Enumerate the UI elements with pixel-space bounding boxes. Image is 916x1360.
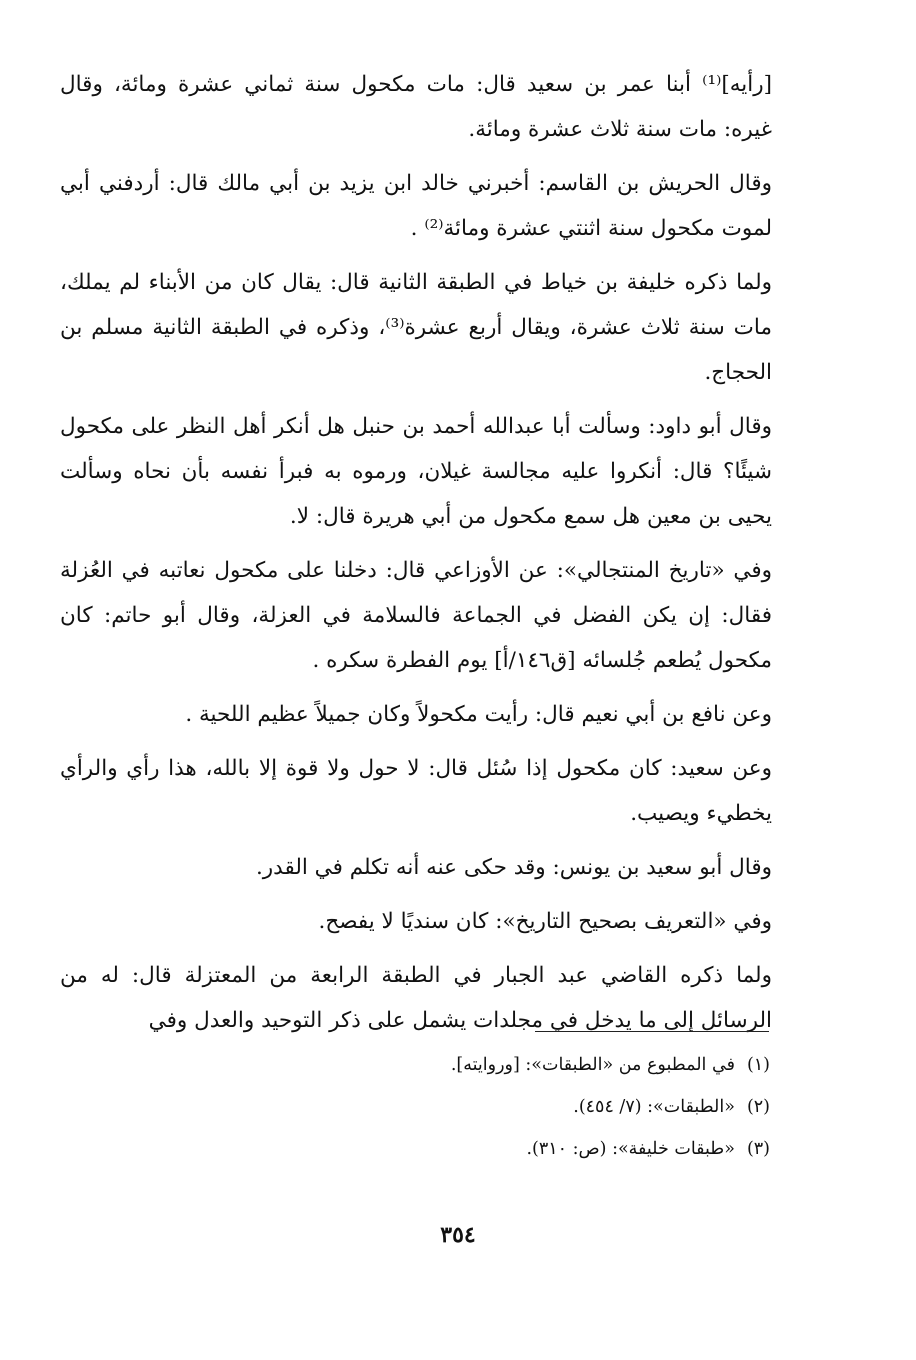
footnote-2 — [300, 1086, 770, 1128]
page-number: ٣٥٤ — [440, 1222, 476, 1248]
paragraph-7: وعن سعيد: كان مكحول إذا سُئل قال: لا حول ولا قوة إلا بالله، هذا رأي والرأي يخطيء ويصيب. — [60, 756, 772, 826]
paragraph-6: وعن نافع بن أبي نعيم قال: رأيت مكحولاً وكان جميلاً عظيم اللحية . — [185, 702, 772, 727]
footnote-number: (٣) — [746, 1139, 770, 1159]
paragraph-5: وفي «تاريخ المنتجالي»: عن الأوزاعي قال: دخلنا على مكحول نعاتبه في العُزلة فقال: إن يكن الفضل في الجماعة فالسلامة في العزلة، وقال أبو حاتم: كان مكحول يُطعم جُلسائه [ق١٤٦/أ] يوم الفطرة سكره . — [60, 558, 772, 673]
footnote-text: «الطبقات»: (٧/ ٤٥٤). — [573, 1097, 735, 1117]
paragraph-8: وقال أبو سعيد بن يونس: وقد حكى عنه أنه تكلم في القدر. — [255, 855, 772, 880]
paragraph-9: وفي «التعريف بصحيح التاريخ»: كان سنديًا لا يفصح. — [318, 909, 772, 934]
footnotes — [300, 1044, 770, 1170]
footnote-number: (١) — [746, 1055, 770, 1075]
main-text — [60, 62, 772, 1052]
paragraph-1: [رأيه]⁽¹⁾ أبنا عمر بن سعيد قال: مات مكحول سنة ثماني عشرة ومائة، وقال غيره: مات سنة ثلاث عشرة ومائة. — [60, 72, 772, 142]
paragraph-3: ولما ذكره خليفة بن خياط في الطبقة الثانية قال: يقال كان من الأبناء لم يملك، مات سنة ثلاث عشرة، ويقال أربع عشرة⁽³⁾، وذكره في الطبقة الثانية مسلم بن الحجاج. — [60, 270, 772, 385]
paragraph-2: وقال الحريش بن القاسم: أخبرني خالد ابن يزيد بن أبي مالك قال: أردفني أبي لموت مكحول سنة اثنتي عشرة ومائة⁽²⁾ . — [60, 171, 772, 241]
footnote-3 — [300, 1128, 770, 1170]
footnote-text: «طبقات خليفة»: (ص: ٣١٠). — [526, 1139, 735, 1159]
footnote-1 — [300, 1044, 770, 1086]
footnote-text: في المطبوع من «الطبقات»: [وروايته]. — [450, 1055, 735, 1075]
paragraph-10: ولما ذكره القاضي عبد الجبار في الطبقة الرابعة من المعتزلة قال: له من الرسائل إلى ما يدخل في مجلدات يشمل على ذكر التوحيد والعدل وفي — [60, 963, 772, 1033]
footnote-number: (٢) — [746, 1097, 770, 1117]
paragraph-4: وقال أبو داود: وسألت أبا عبدالله أحمد بن حنبل هل أنكر أهل النظر على مكحول شيئًا؟ قال: أنكروا عليه مجالسة غيلان، ورموه به فبرأ نفسه بأن نحاه وسألت يحيى بن معين هل سمع مكحول من أبي هريرة قال: لا. — [60, 414, 772, 529]
footnote-divider — [535, 1031, 769, 1032]
